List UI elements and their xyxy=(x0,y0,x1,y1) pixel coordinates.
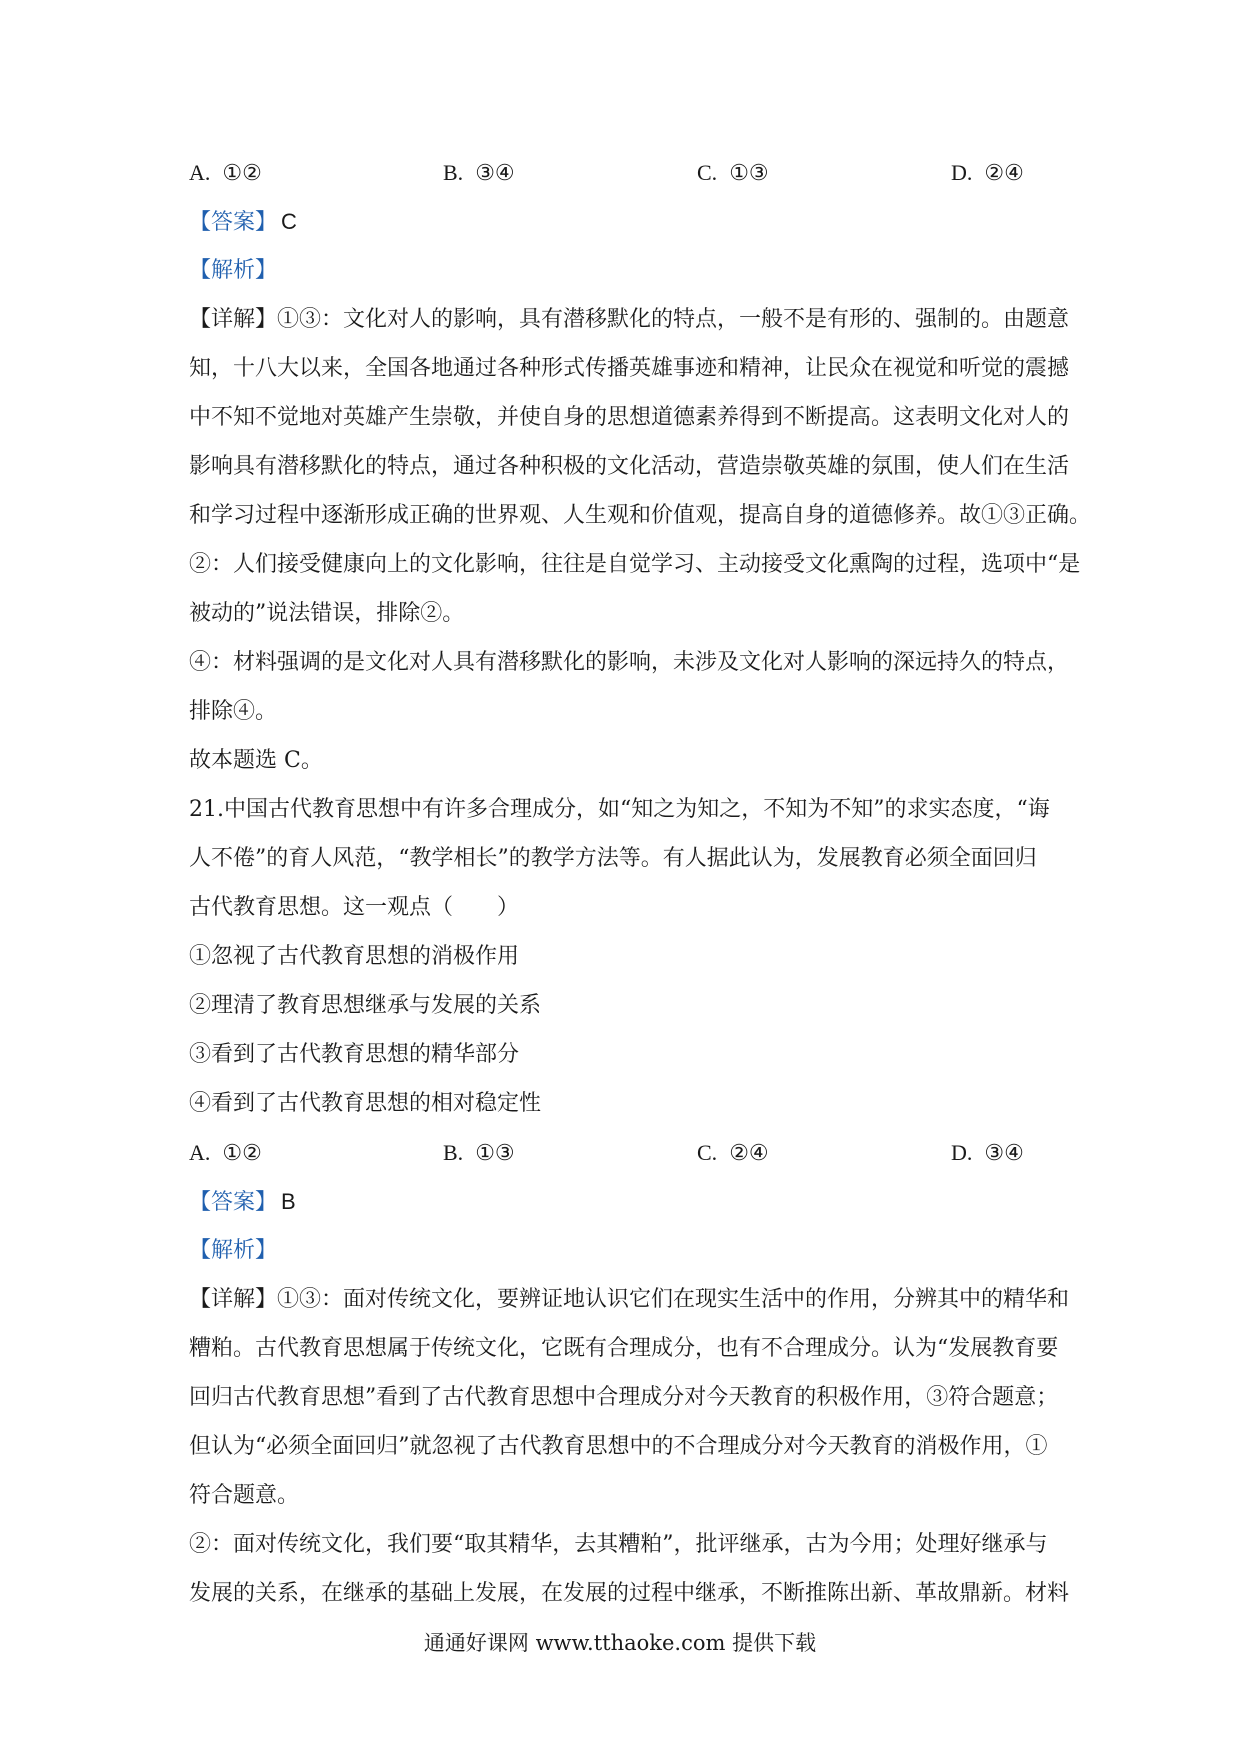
q20-detail-line: ②：人们接受健康向上的文化影响，往往是自觉学习、主动接受文化熏陶的过程，选项中“是 xyxy=(189,552,1081,577)
q20-detail-line: ④：材料强调的是文化对人具有潜移默化的影响，未涉及文化对人影响的深远持久的特点， xyxy=(189,650,1070,675)
q21-option-a: A. ①② xyxy=(189,1140,262,1166)
q20-detail-line: 影响具有潜移默化的特点，通过各种积极的文化活动，营造崇敬英雄的氛围，使人们在生活 xyxy=(189,454,1070,479)
q20-option-a: A. ①② xyxy=(189,160,262,186)
q21-detail-line: 符合题意。 xyxy=(189,1483,300,1508)
q20-answer: 【答案】 C xyxy=(189,209,297,235)
q20-analysis-heading: 【解析】 xyxy=(189,258,278,283)
q20-detail-line: 【详解】①③：文化对人的影响，具有潜移默化的特点，一般不是有形的、强制的。由题意 xyxy=(189,307,1070,332)
q21-stem-line: 21.中国古代教育思想中有许多合理成分，如“知之为知之，不知为不知”的求实态度，“诲 xyxy=(189,797,1050,822)
q21-item: ③看到了古代教育思想的精华部分 xyxy=(189,1042,520,1067)
q20-detail-line: 中不知不觉地对英雄产生崇敬，并使自身的思想道德素养得到不断提高。这表明文化对人的 xyxy=(189,405,1070,430)
q20-option-c: C. ①③ xyxy=(697,160,769,186)
q21-detail-line: 【详解】①③：面对传统文化，要辨证地认识它们在现实生活中的作用，分辨其中的精华和 xyxy=(189,1287,1070,1312)
q20-detail-line: 排除④。 xyxy=(189,699,278,724)
q21-item: ①忽视了古代教育思想的消极作用 xyxy=(189,944,520,969)
q21-options xyxy=(189,1138,1069,1168)
q21-option-d: D. ③④ xyxy=(951,1140,1024,1166)
q20-option-b: B. ③④ xyxy=(443,160,515,186)
q20-option-d: D. ②④ xyxy=(951,160,1024,186)
page-footer: 通通好课网 www.tthaoke.com 提供下载 xyxy=(423,1631,817,1655)
q21-detail-line: 回归古代教育思想”看到了古代教育思想中合理成分对今天教育的积极作用，③符合题意； xyxy=(189,1385,1059,1410)
q21-detail-line: 但认为“必须全面回归”就忽视了古代教育思想中的不合理成分对今天教育的消极作用，① xyxy=(189,1434,1048,1459)
q21-stem-line: 人不倦”的育人风范，“教学相长”的教学方法等。有人据此认为，发展教育必须全面回归 xyxy=(189,846,1037,871)
q20-detail-line: 和学习过程中逐渐形成正确的世界观、人生观和价值观，提高自身的道德修养。故①③正确。 xyxy=(189,503,1092,528)
q21-stem-line: 古代教育思想。这一观点（ ） xyxy=(189,895,520,920)
q21-option-b: B. ①③ xyxy=(443,1140,515,1166)
q21-item: ②理清了教育思想继承与发展的关系 xyxy=(189,993,542,1018)
q21-item: ④看到了古代教育思想的相对稳定性 xyxy=(189,1091,542,1116)
q20-options xyxy=(189,158,1069,188)
q21-answer: 【答案】 B xyxy=(189,1189,296,1215)
q21-detail-line: 糟粕。古代教育思想属于传统文化，它既有合理成分，也有不合理成分。认为“发展教育要 xyxy=(189,1336,1059,1361)
q20-conclusion: 故本题选 C。 xyxy=(189,748,323,773)
q21-analysis-heading: 【解析】 xyxy=(189,1238,278,1263)
q21-option-c: C. ②④ xyxy=(697,1140,769,1166)
q20-detail-line: 知，十八大以来，全国各地通过各种形式传播英雄事迹和精神，让民众在视觉和听觉的震撼 xyxy=(189,356,1070,381)
q21-detail-line: 发展的关系，在继承的基础上发展，在发展的过程中继承，不断推陈出新、革故鼎新。材料 xyxy=(189,1581,1070,1606)
q20-detail-line: 被动的”说法错误，排除②。 xyxy=(189,601,465,626)
q21-detail-line: ②：面对传统文化，我们要“取其精华，去其糟粕”，批评继承，古为今用；处理好继承与 xyxy=(189,1532,1048,1557)
